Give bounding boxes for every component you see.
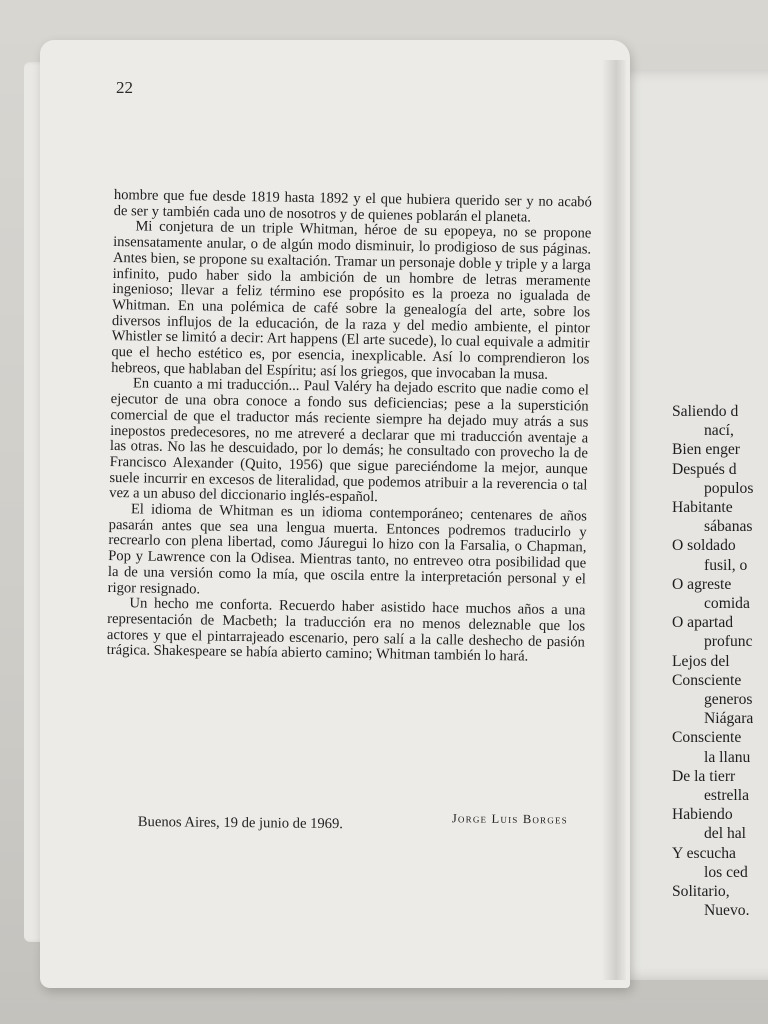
poem-line: Niágara bbox=[704, 710, 754, 728]
signature-block bbox=[138, 808, 568, 853]
author-signature: Jorge Luis Borges bbox=[451, 811, 568, 827]
poem-line: Y escucha bbox=[672, 844, 736, 862]
poem-line: O agreste bbox=[672, 575, 732, 593]
poem-line: De la tierr bbox=[672, 767, 736, 785]
poem-line: O apartad bbox=[672, 614, 734, 632]
poem-line: estrella bbox=[704, 787, 750, 805]
poem-line: O soldado bbox=[672, 537, 736, 555]
poem-line: Habitante bbox=[672, 499, 733, 517]
poem-line: nací, bbox=[704, 422, 734, 440]
facing-page-poem bbox=[672, 402, 768, 920]
poem-line: comida bbox=[704, 595, 750, 613]
poem-line: la llanu bbox=[704, 748, 751, 766]
poem-line: profunc bbox=[704, 633, 753, 651]
poem-line: Consciente bbox=[672, 671, 742, 689]
paragraph: Mi conjetura de un triple Whitman, héroe de su epopeya, no se propone insensatamente anular, o de algún modo disminuir, lo prodigioso de sus páginas. Antes bien, se propone su exaltación. Tramar un personaje doble y triple y a larga infinito, pudo haber sido la ambición de un hombre de letras meramente ingenioso; llevar a feliz término ese propósito es la proeza no igualada de Whitman. En una polémica de café sobre la genealogía del arte, sobre los diversos influjos de la educación, de la raza y del medio ambiente, el pintor Whistler se limitó a decir: Art happens (El arte sucede), lo cual equivale a admitir que el hecho estético es, por esencia, inexplicable. Así lo comprendieron los hebreos, que hablaban del Espíritu; así los griegos, que invocaban la musa. bbox=[111, 218, 592, 383]
poem-line: Nuevo. bbox=[704, 902, 750, 920]
paragraph: hombre que fue desde 1819 hasta 1892 y el que hubiera querido ser y no acabó de ser y también cada uno de nosotros y de quienes poblarán el planeta. bbox=[113, 187, 592, 226]
poem-line: populos bbox=[704, 479, 754, 497]
poem-line: Saliendo d bbox=[672, 403, 739, 420]
place-and-date: Buenos Aires, 19 de junio de 1969. bbox=[137, 813, 344, 833]
book-gutter bbox=[602, 60, 626, 980]
page-number: 22 bbox=[116, 78, 133, 97]
poem-line: generos bbox=[704, 691, 753, 709]
poem-line: Solitario, bbox=[672, 883, 730, 901]
paragraph: Un hecho me conforta. Recuerdo haber asistido hace muchos años a una representación de Macbeth; la traducción era no menos deleznable que los actores y que el pintarrajeado escenario, pero salí a la calle deshecho de pasión trágica. Shakespeare se había abierto camino; Whitman también lo hará. bbox=[106, 595, 586, 665]
body-text bbox=[107, 188, 592, 667]
poem-line: Bien enger bbox=[672, 441, 740, 459]
poem-line: Después d bbox=[672, 460, 737, 478]
paragraph: En cuanto a mi traducción... Paul Valéry ha dejado escrito que nadie como el ejecutor de una obra conoce a fondo sus deficiencias; pese a la superstición comercial de que el traductor más reciente siempre ha dejado muy atrás a sus inepostos predecesores, no me atreveré a declarar que mi traducción aventaje a las otras. No las he descuidado, por lo demás; he consultado con provecho la de Francisco Alexander (Quito, 1956) que sigue pareciéndome la mejor, aunque suele incurrir en excesos de literalidad, que podemos atribuir a la reverencia o tal vez a un abuso del diccionario inglés-español. bbox=[109, 375, 589, 506]
poem-line: Consciente bbox=[672, 729, 742, 747]
poem-line: Habiendo bbox=[672, 806, 733, 824]
poem-line: del hal bbox=[704, 825, 746, 843]
paragraph: El idioma de Whitman es un idioma contemporáneo; centenares de años pasarán antes que sea una lengua muerta. Entonces podremos traducirlo y recrearlo con plena libertad, como Jáuregui lo hizo con la Farsalia, o Chapman, Pop y Lawrence con la Odisea. Mientras tanto, no entreveo otra posibilidad que la de una versión como la mía, que oscila entre la interpretación personal y el rigor resignado. bbox=[107, 501, 588, 597]
poem-line: fusil, o bbox=[704, 556, 748, 574]
poem-line: Lejos del bbox=[672, 652, 730, 670]
poem-line: sábanas bbox=[704, 518, 753, 536]
poem-line: los ced bbox=[704, 863, 748, 881]
